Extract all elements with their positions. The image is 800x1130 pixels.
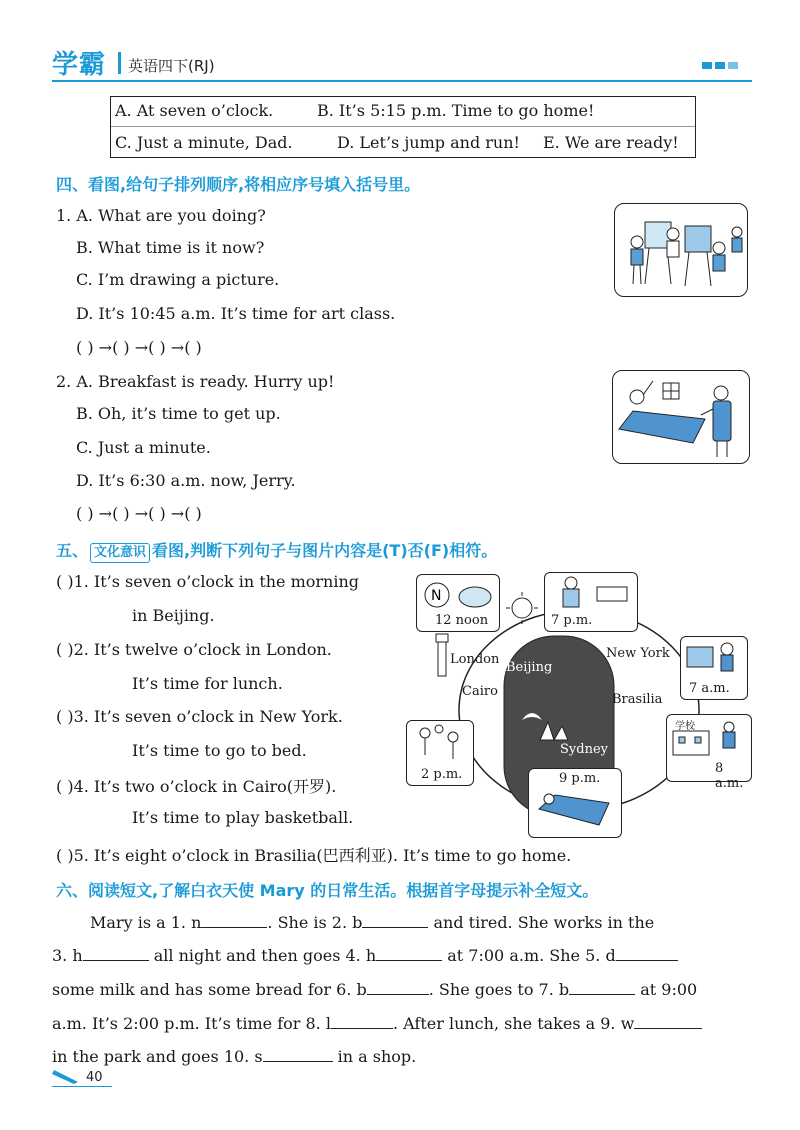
q1-sentence-b: B. What time is it now?: [76, 238, 265, 257]
s5-item1-cont: in Beijing.: [132, 606, 215, 625]
school-label: 学校: [675, 721, 695, 732]
culture-tag: 文化意识: [90, 543, 150, 563]
q1-sentence-a: 1. A. What are you doing?: [56, 206, 266, 225]
blank-8[interactable]: [331, 1012, 393, 1029]
q2-sentence-d: D. It’s 6:30 a.m. now, Jerry.: [76, 471, 296, 490]
header-square-icon: [702, 62, 712, 69]
header-square-icon: [728, 62, 738, 69]
brand-logo: 学霸: [52, 50, 107, 80]
q1-sentence-d: D. It’s 10:45 a.m. It’s time for art class.: [76, 304, 396, 323]
options-box: [110, 96, 696, 158]
option-b: B. It’s 5:15 p.m. Time to go home!: [317, 101, 595, 120]
blank-10[interactable]: [263, 1045, 333, 1062]
page-number: 40: [86, 1070, 103, 1085]
svg-text:N: N: [431, 588, 442, 604]
pm9-label: 9 p.m.: [559, 771, 601, 786]
blank-4[interactable]: [376, 944, 442, 961]
brasilia-label: Brasilia: [612, 692, 663, 707]
option-e: E. We are ready!: [543, 133, 679, 152]
noon-label: 12 noon: [435, 613, 489, 628]
section5-heading: 五、 文化意识 看图,判断下列句子与图片内容是(T)否(F)相符。: [56, 538, 497, 563]
q2-sentence-c: C. Just a minute.: [76, 438, 211, 457]
blank-6[interactable]: [367, 978, 429, 995]
header-rule: [52, 80, 752, 82]
blank-1[interactable]: [201, 911, 267, 928]
q2-order-blanks[interactable]: ( ) →( ) →( ) →( ): [76, 504, 202, 523]
pm9-box: [528, 768, 622, 838]
q1-sentence-c: C. I’m drawing a picture.: [76, 270, 280, 289]
s5-item2-cont: It’s time for lunch.: [132, 674, 283, 693]
s5-item1[interactable]: ( )1. It’s seven o’clock in the morning: [56, 572, 360, 591]
passage-line-4: a.m. It’s 2:00 p.m. It’s time for 8. l . After lunch, she takes a 9. w: [52, 1012, 702, 1033]
sydney-label: Sydney: [560, 742, 608, 757]
noon-box: [416, 574, 500, 632]
art-class-picture: [614, 203, 748, 297]
london-label: London: [450, 652, 500, 667]
passage-line-3: some milk and has some bread for 6. b . She goes to 7. b at 9:00: [52, 980, 698, 999]
option-a: A. At seven o’clock.: [115, 101, 274, 120]
passage-line-5: in the park and goes 10. s in a shop.: [52, 1047, 417, 1066]
newyork-label: New York: [606, 646, 670, 661]
passage-line-1: Mary is a 1. n . She is 2. b and tired. She works in the: [90, 913, 655, 932]
pm7-box: [544, 572, 638, 632]
s5-item5[interactable]: ( )5. It’s eight o’clock in Brasilia(巴西利亚). It’s time to go home.: [56, 846, 572, 865]
option-d: D. Let’s jump and run!: [337, 133, 520, 152]
am7-box: [680, 636, 748, 700]
footer-rule: [52, 1086, 112, 1087]
q2-sentence-a: 2. A. Breakfast is ready. Hurry up!: [56, 372, 335, 391]
logo-divider: [118, 52, 121, 74]
s5-item4-cont: It’s time to play basketball.: [132, 808, 354, 827]
blank-9[interactable]: [634, 1012, 702, 1029]
option-c: C. Just a minute, Dad.: [115, 133, 293, 152]
beijing-label: Beijing: [506, 660, 553, 675]
blank-3[interactable]: [83, 944, 149, 961]
passage-line-2: 3. h all night and then goes 4. h at 7:00 a.m. She 5. d: [52, 944, 678, 965]
s5-item4[interactable]: ( )4. It’s two o’clock in Cairo(开罗).: [56, 777, 337, 796]
q2-sentence-b: B. Oh, it’s time to get up.: [76, 404, 281, 423]
pm7-label: 7 p.m.: [551, 613, 593, 628]
pm2-box: [406, 720, 474, 786]
am8-label: 8 a.m.: [715, 761, 744, 791]
blank-7[interactable]: [569, 978, 635, 995]
blank-2[interactable]: [362, 911, 428, 928]
am7-label: 7 a.m.: [689, 681, 730, 696]
pen-icon: [52, 1068, 82, 1084]
s5-item3[interactable]: ( )3. It’s seven o’clock in New York.: [56, 707, 343, 726]
q1-order-blanks[interactable]: ( ) →( ) →( ) →( ): [76, 338, 202, 357]
pm2-label: 2 p.m.: [421, 767, 463, 782]
s5-item3-cont: It’s time to go to bed.: [132, 741, 307, 760]
section6-heading: 六、阅读短文,了解白衣天使 Mary 的日常生活。根据首字母提示补全短文。: [56, 881, 599, 900]
wake-up-picture: [612, 370, 750, 464]
header-square-icon: [715, 62, 725, 69]
book-subtitle: 英语四下(RJ): [128, 57, 215, 75]
section4-heading: 四、看图,给句子排列顺序,将相应序号填入括号里。: [56, 175, 421, 194]
world-time-map: [404, 570, 754, 842]
s5-item2[interactable]: ( )2. It’s twelve o’clock in London.: [56, 640, 332, 659]
cairo-label: Cairo: [462, 684, 498, 699]
am8-box: [666, 714, 752, 791]
blank-5[interactable]: [616, 944, 678, 961]
